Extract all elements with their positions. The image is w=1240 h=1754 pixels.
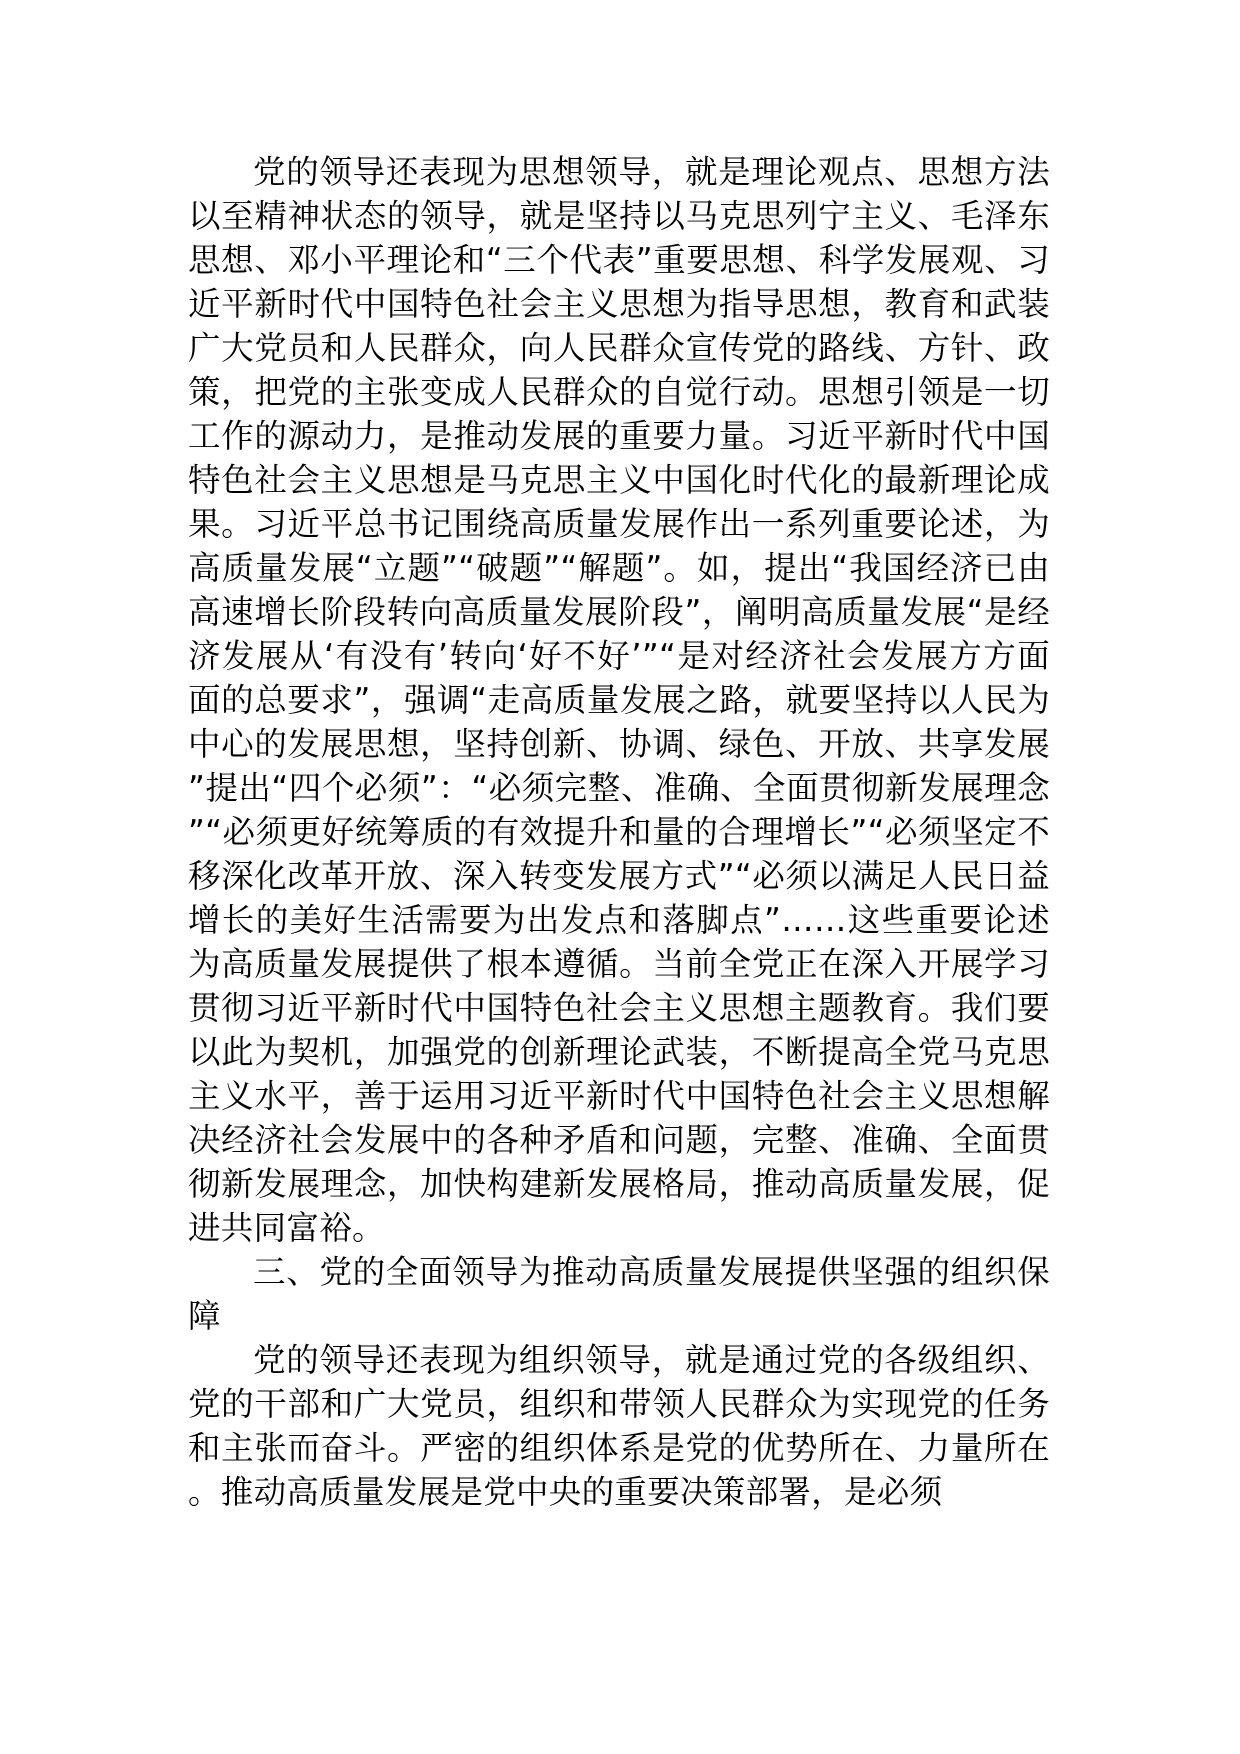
- paragraph-thought-leadership: 党的领导还表现为思想领导，就是理论观点、思想方法以至精神状态的领导，就是坚持以马克思列宁主义、毛泽东思想、邓小平理论和“三个代表”重要思想、科学发展观、习近平新时代中国特色社会主义思想为指导思想，教育和武装广大党员和人民群众，向人民群众宣传党的路线、方针、政策，把党的主张变成人民群众的自觉行动。思想引领是一切工作的源动力，是推动发展的重要力量。习近平新时代中国特色社会主义思想是马克思主义中国化时代化的最新理论成果。习近平总书记围绕高质量发展作出一系列重要论述，为高质量发展“立题”“破题”“解题”。如，提出“我国经济已由高速增长阶段转向高质量发展阶段”，阐明高质量发展“是经济发展从‘有没有’转向‘好不好’”“是对经济社会发展方方面面的总要求”，强调“走高质量发展之路，就要坚持以人民为中心的发展思想，坚持创新、协调、绿色、开放、共享发展”提出“四个必须”：“必须完整、准确、全面贯彻新发展理念”“必须更好统筹质的有效提升和量的合理增长”“必须坚定不移深化改革开放、深入转变发展方式”“必须以满足人民日益增长的美好生活需要为出发点和落脚点”……这些重要论述为高质量发展提供了根本遵循。当前全党正在深入开展学习贯彻习近平新时代中国特色社会主义思想主题教育。我们要以此为契机，加强党的创新理论武装，不断提高全党马克思主义水平，善于运用习近平新时代中国特色社会主义思想解决经济社会发展中的各种矛盾和问题，完整、准确、全面贯彻新发展理念，加快构建新发展格局，推动高质量发展，促进共同富裕。: [188, 153, 1050, 1247]
- document-body: [188, 150, 1050, 1514]
- section-heading-organizational-guarantee: 三、党的全面领导为推动高质量发展提供坚强的组织保障: [188, 1253, 1050, 1335]
- paragraph-organizational-leadership: 党的领导还表现为组织领导，就是通过党的各级组织、党的干部和广大党员，组织和带领人民群众为实现党的任务和主张而奋斗。严密的组织体系是党的优势所在、力量所在。推动高质量发展是党中央的重要决策部署，是必须: [188, 1341, 1050, 1511]
